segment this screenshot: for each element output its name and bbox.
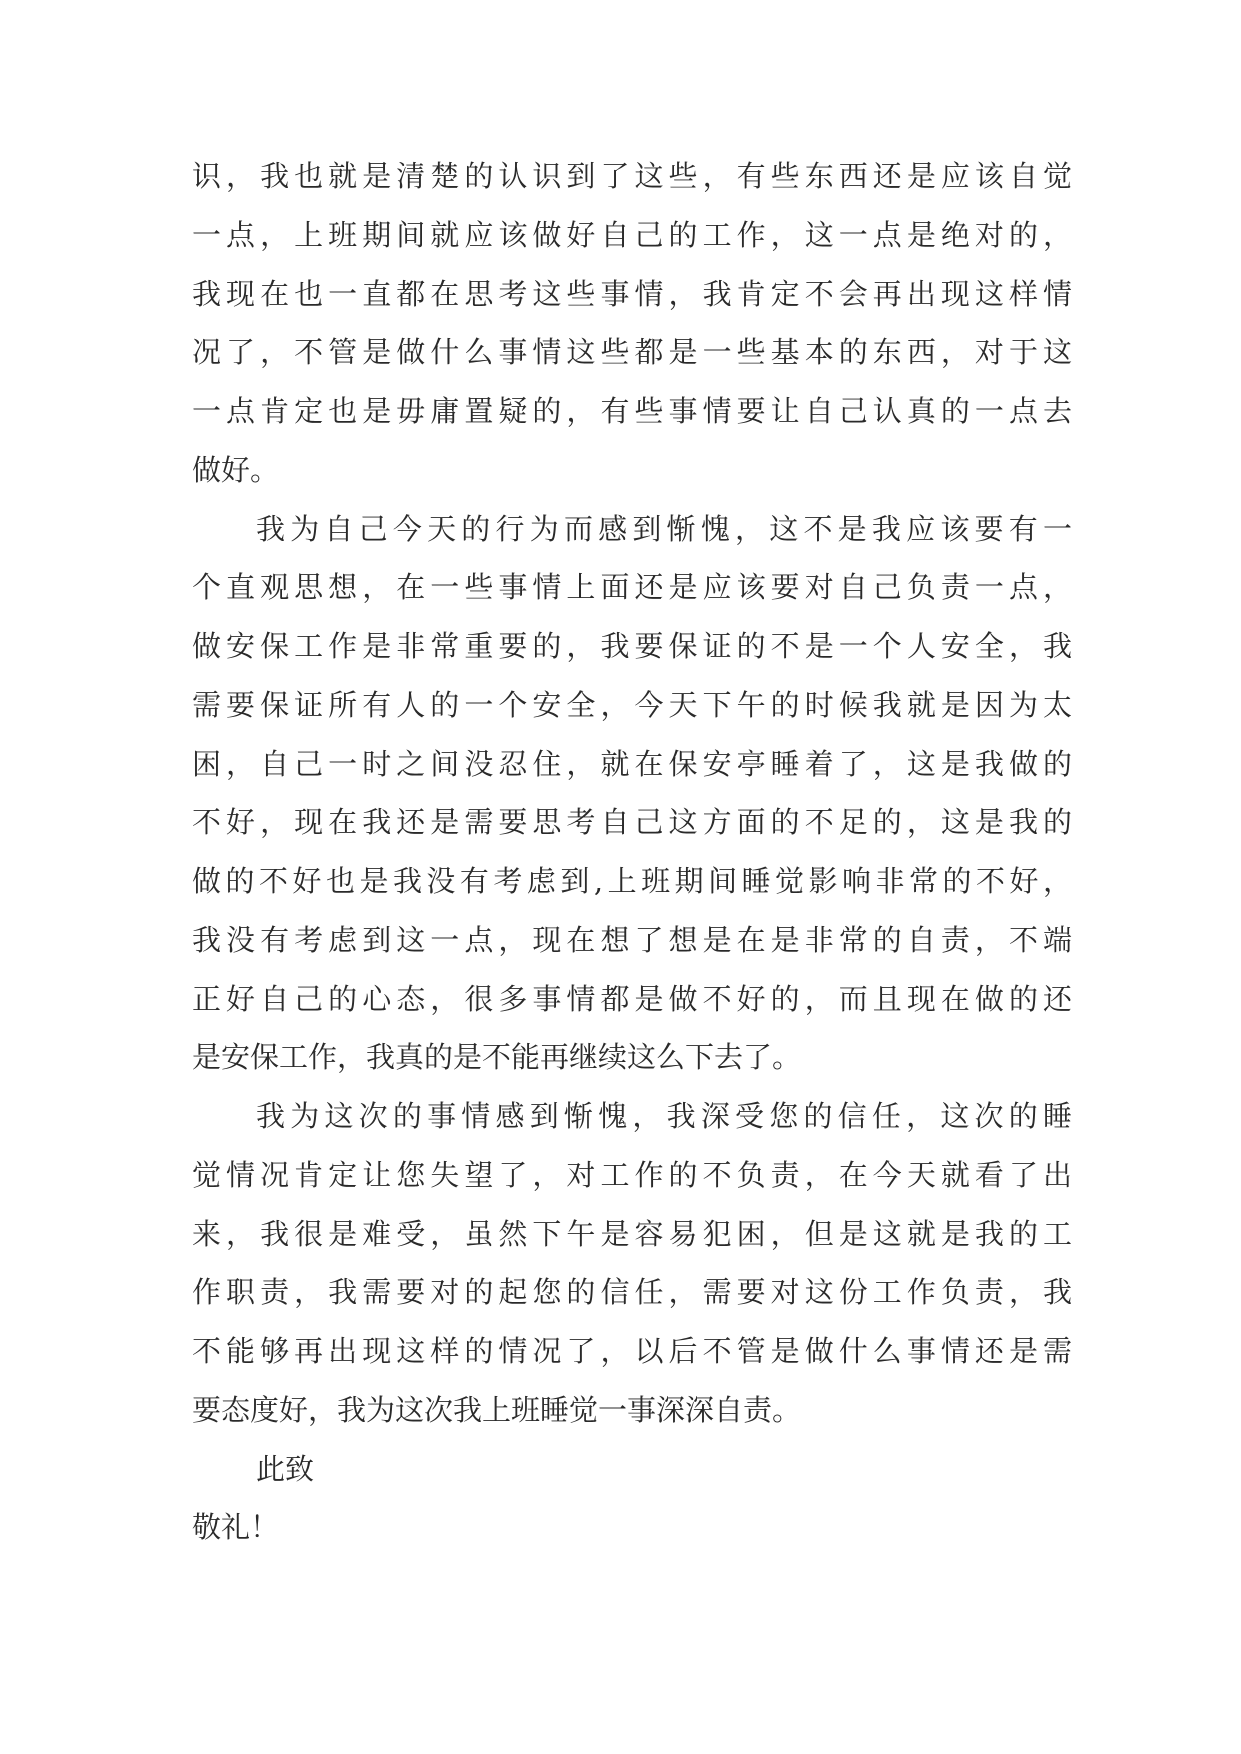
text-line: 个直观思想，在一些事情上面还是应该要对自己负责一点， xyxy=(192,570,1072,604)
text-line: 不能够再出现这样的情况了，以后不管是做什么事情还是需 xyxy=(192,1334,1072,1368)
text-line: 识，我也就是清楚的认识到了这些，有些东西还是应该自觉 xyxy=(192,159,1072,193)
closing-salutation: 此致 xyxy=(256,1452,315,1486)
text-line: 做安保工作是非常重要的，我要保证的不是一个人安全，我 xyxy=(192,629,1072,663)
text-line: 不好，现在我还是需要思考自己这方面的不足的，这是我的 xyxy=(192,805,1072,839)
text-line: 一点，上班期间就应该做好自己的工作，这一点是绝对的， xyxy=(192,218,1072,252)
text-line: 要态度好，我为这次我上班睡觉一事深深自责。 xyxy=(192,1393,802,1427)
text-line: 做的不好也是我没有考虑到,上班期间睡觉影响非常的不好， xyxy=(192,864,1072,898)
paragraph-first-line: 我为这次的事情感到惭愧，我深受您的信任，这次的睡 xyxy=(256,1099,1072,1133)
text-line: 我没有考虑到这一点，现在想了想是在是非常的自责，不端 xyxy=(192,923,1072,957)
text-line: 我现在也一直都在思考这些事情，我肯定不会再出现这样情 xyxy=(192,277,1072,311)
text-line: 一点肯定也是毋庸置疑的，有些事情要让自己认真的一点去 xyxy=(192,394,1072,428)
text-line: 困，自己一时之间没忍住，就在保安亭睡着了，这是我做的 xyxy=(192,747,1072,781)
text-line: 作职责，我需要对的起您的信任，需要对这份工作负责，我 xyxy=(192,1275,1072,1309)
text-line: 做好。 xyxy=(192,453,280,487)
text-line: 觉情况肯定让您失望了，对工作的不负责，在今天就看了出 xyxy=(192,1158,1072,1192)
text-line: 况了，不管是做什么事情这些都是一些基本的东西，对于这 xyxy=(192,335,1072,369)
text-line: 来，我很是难受，虽然下午是容易犯困，但是这就是我的工 xyxy=(192,1217,1072,1251)
closing-regards: 敬礼！ xyxy=(192,1510,280,1544)
paragraph-first-line: 我为自己今天的行为而感到惭愧，这不是我应该要有一 xyxy=(256,512,1072,546)
text-line: 正好自己的心态，很多事情都是做不好的，而且现在做的还 xyxy=(192,982,1072,1016)
text-line: 需要保证所有人的一个安全，今天下午的时候我就是因为太 xyxy=(192,688,1072,722)
text-line: 是安保工作，我真的是不能再继续这么下去了。 xyxy=(192,1040,802,1074)
